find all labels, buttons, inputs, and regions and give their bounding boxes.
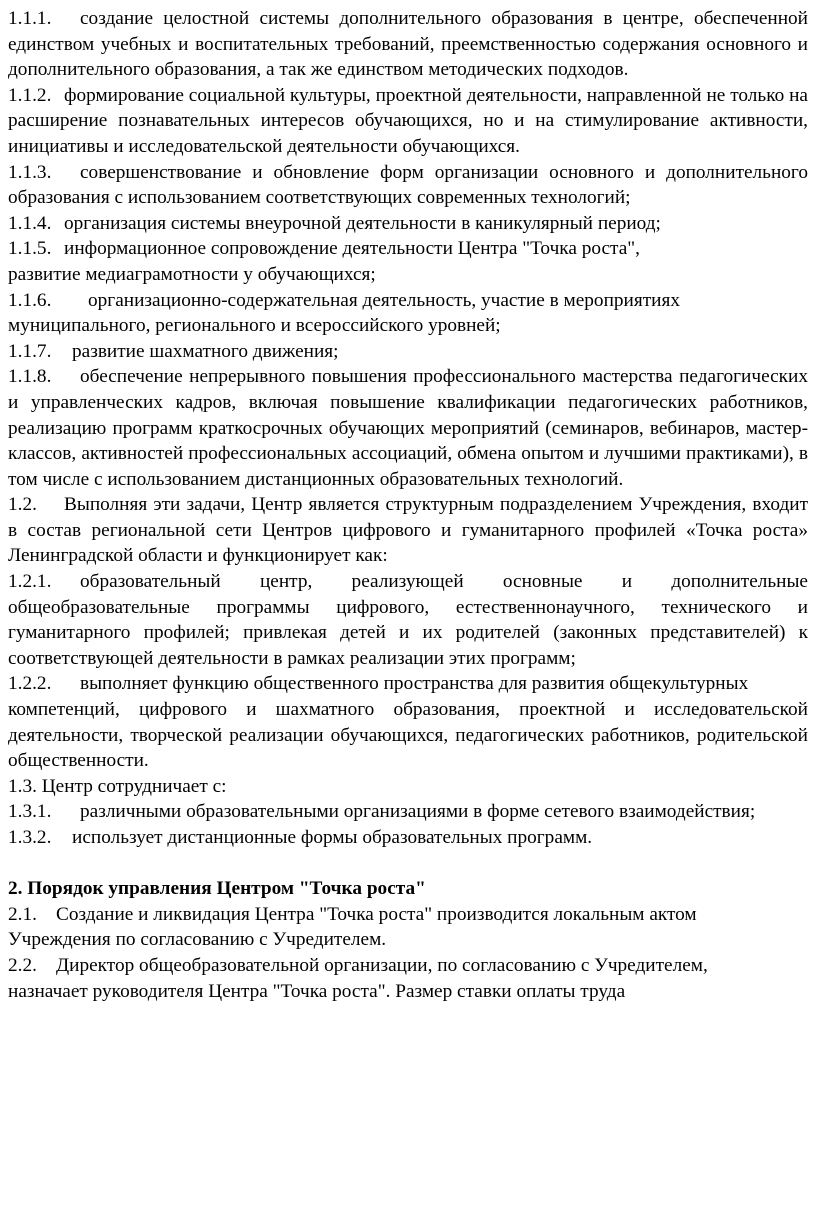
list-item-1-3-1 [8, 799, 808, 825]
item-number: 1.1.8. [8, 366, 52, 388]
list-item-1-1-4 [8, 211, 808, 237]
list-item-1-1-5 [8, 236, 808, 287]
item-text: формирование социальной культуры, проектной деятельности, направленной не только на расширение познавательных интересов обучающихся, но и на стимулирование активности, инициативы и исследовательской деятельности обучающихся. [8, 84, 808, 157]
item-text-line-1: Директор общеобразовательной организации, по согласованию с Учредителем, [56, 954, 708, 976]
item-text: совершенствование и обновление форм организации основного и дополнительного образования с использованием соответствующих современных технологий; [8, 161, 808, 209]
item-text: различными образовательными организациями в форме сетевого взаимодействия; [80, 801, 756, 823]
item-text: Выполняя эти задачи, Центр является структурным подразделением Учреждения, входит в состав региональной сети Центров цифрового и гуманитарного профилей «Точка роста» Ленинградской области и функционирует как: [8, 494, 808, 567]
list-item-1-1-2 [8, 83, 808, 160]
item-text-line-1: организационно-содержательная деятельность, участие в мероприятиях [88, 289, 680, 311]
item-text-line-1: Создание и ликвидация Центра "Точка роста" производится локальным актом [56, 903, 697, 925]
item-text: развитие шахматного движения; [72, 340, 339, 362]
item-number: 1.1.4. [8, 212, 52, 234]
item-text: образовательный центр, реализующей основные и дополнительные общеобразовательные программы цифрового, естественнонаучного, технического и гуманитарного профилей; привлекая детей и их родителей (законных представителей) к соответствующей деятельности в рамках реализации этих программ; [8, 571, 808, 669]
item-number: 1.1.1. [8, 8, 52, 29]
item-number: 1.3.2. [8, 827, 52, 848]
item-number: 1.1.2. [8, 84, 52, 106]
list-item-1-2-2-continued [8, 697, 808, 774]
item-text-line-2: муниципального, регионального и всероссийского уровней; [8, 315, 501, 337]
item-number: 1.3.1. [8, 801, 52, 823]
list-item-1-1-1 [8, 6, 808, 83]
list-item-1-3-2 [8, 825, 808, 851]
item-number: 1.2.2. [8, 673, 52, 695]
item-text-line-2: компетенций, цифрового и шахматного образования, проектной и исследовательской деятельности, творческой реализации обучающихся, педагогических работников, родительской общественности. [8, 699, 808, 772]
item-text: использует дистанционные формы образовательных программ. [72, 827, 593, 848]
item-number: 1.1.5. [8, 238, 52, 260]
item-text: организация системы внеурочной деятельности в каникулярный период; [64, 212, 661, 234]
item-number: 1.2.1. [8, 571, 52, 593]
item-text: 1.3. Центр сотрудничает с: [8, 775, 227, 797]
item-text-line-2: развитие медиаграмотности у обучающихся; [8, 263, 376, 285]
item-text: обеспечение непрерывного повышения профессионального мастерства педагогических и управленческих кадров, включая повышение квалификации педагогических работников, реализацию программ краткосрочных обучающих мероприятий (семинаров, вебинаров, мастер-классов, активностей профессиональных ассоциаций, обмена опытом и лучшими практиками), в том числе с использованием дистанционных образовательных технологий. [8, 366, 808, 490]
item-text-line-2: назначает руководителя Центра "Точка роста". Размер ставки оплаты труда [8, 980, 626, 1002]
item-number: 1.1.3. [8, 161, 52, 183]
spacer [8, 851, 808, 877]
item-text-line-1: информационное сопровождение деятельности Центра "Точка роста", [64, 238, 640, 260]
item-number: 2.1. [8, 903, 37, 925]
list-item-1-1-6 [8, 288, 808, 339]
list-item-1-2-1 [8, 569, 808, 671]
item-text: создание целостной системы дополнительного образования в центре, обеспеченной единством учебных и воспитательных требований, преемственностью содержания основного и дополнительного образования, а так же единством методических подходов. [8, 8, 808, 81]
item-number: 1.1.7. [8, 340, 52, 362]
item-number: 1.1.6. [8, 289, 52, 311]
list-item-1-2-2 [8, 671, 808, 697]
document-page [8, 6, 808, 1004]
item-text-line-1: выполняет функцию общественного пространства для развития общекультурных [80, 673, 749, 695]
list-item-1-2 [8, 492, 808, 569]
list-item-1-1-7 [8, 339, 808, 365]
section-heading: 2. Порядок управления Центром "Точка роста" [8, 878, 426, 900]
list-item-1-1-8 [8, 364, 808, 492]
item-number: 1.2. [8, 494, 37, 516]
list-item-1-1-3 [8, 160, 808, 211]
list-item-2-1 [8, 902, 808, 953]
item-text-line-2: Учреждения по согласованию с Учредителем. [8, 929, 387, 951]
list-item-1-3 [8, 774, 808, 800]
list-item-2-2 [8, 953, 808, 1004]
item-number: 2.2. [8, 954, 37, 976]
